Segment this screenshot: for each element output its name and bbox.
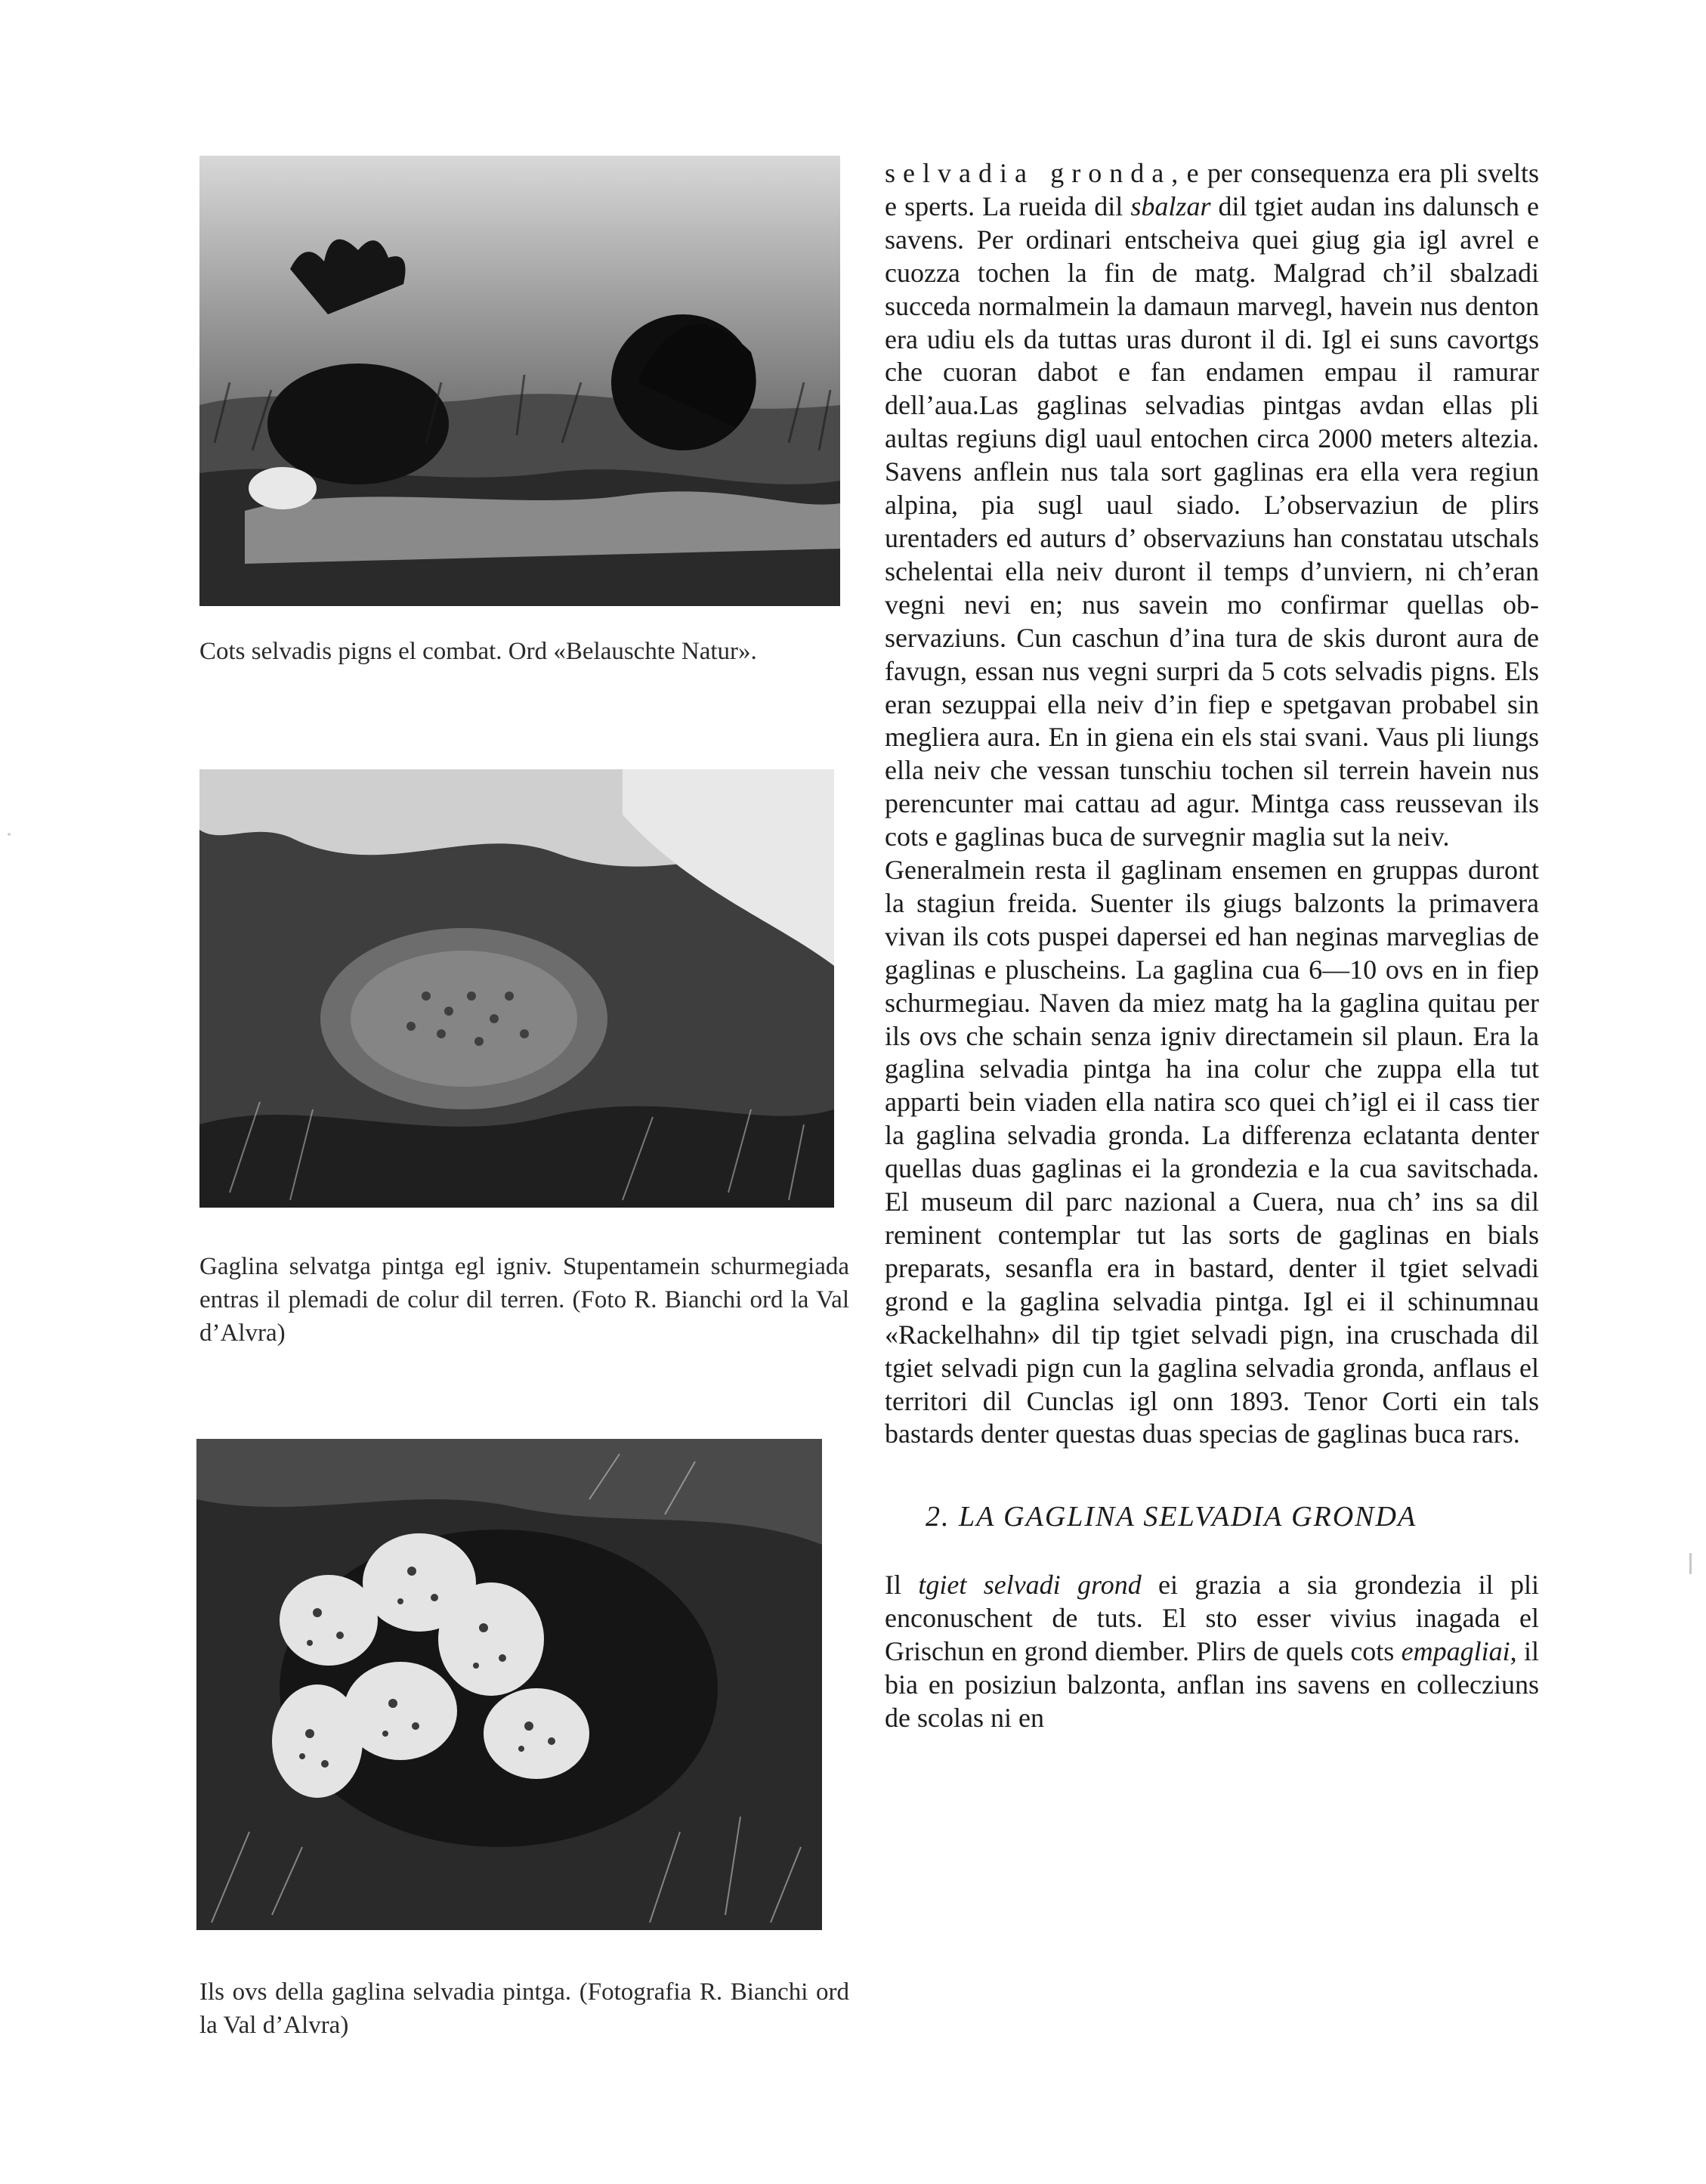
paragraph-1 [885,157,1539,854]
paragraph-3-text-a: Il [885,1570,919,1601]
paragraph-1-text-b: dil tgiet audan ins dalunsch e savens. Per ordinari entscheiva quei giug gia igl avrel e cuozza tochen la fin de matg. Malgrad ch’il sbalzadi succeda normalmein la damaun marvegl, havein nus denton era udiu els da tuttas uras duront il di. Igl ei suns cavortgs che cuoran dabot e fan endamen empau il ramurar dell’aua.Las gaglinas selvadias pintgas avdan ellas pli aultas regiuns digl uaul entochen circa 2000 meters altezia. Savens anflein nus tala sort gaglinas era ella vera regiun alpina, pia sugl uaul siado. L’observaziun de plirs urentaders ed auturs d’ observaziuns han constatau utschals schelentai ella neiv duront il temps d’unviern, ni ch’eran vegni nevi en; nus savein mo confirmar quellas observaziuns. Cun caschun d’ina tura de skis duront aura de favugn, essan nus vegni surpri da 5 cots selvadis pigns. Els eran sezuppai ella neiv d’in fiep e spetgavan probabel sin megliera aura. En in giena ein els stai svani. Vaus pli liungs ella neiv che vessan tunschiu tochen sil terrein havein nus perencunter mai cattau ad agur. Mintga cass reussevan ils cots e gaglinas buca de survegnir maglia sut la neiv. [885,190,1539,852]
section-heading: 2. LA GAGLINA SELVADIA GRONDA [926,1501,1417,1533]
caption-figure-2: Gaglina selvatga pintga egl igniv. Stupentamein schurmegiada entras il plemadi de colur dil terren. (Foto R. Bianchi ord la Val d’Alvra) [199,1253,849,1347]
photo-black-grouse-fight [199,156,840,606]
paragraph-3-text-b: ei grazia a sia grondezia il pli enconuschent de tuts. El sto esser vivius inagada el Grischun en grond diember. Plirs de quels cots [885,1570,1539,1667]
italic-term-empagliai: empagliai [1401,1636,1510,1667]
paragraph-3-text-c: , il bia en posiziun balzonta, anflan ins savens en collecziuns de scolas ni en [885,1636,1539,1733]
scan-dust-dot [8,833,11,836]
caption-figure-3: Ils ovs della gaglina selvadia pintga. (Fotografia R. Bianchi ord la Val d’Alvra) [199,1978,849,2039]
italic-term-sbalzar: sbalzar [1130,190,1211,221]
caption-figure-1: Cots selvadis pigns el combat. Ord «Belauschte Natur». [199,638,757,665]
article-body [885,157,1539,1735]
paragraph-1-text-a: , e per consequenza era pli svelts e sperts. La rueida dil [885,158,1539,221]
paragraph-3 [885,1569,1539,1735]
scan-edge-mark [1689,1553,1692,1574]
italic-term-tgiet: tgiet selvadi grond [918,1570,1142,1601]
photo-eggs [196,1439,822,1930]
photo-hen-in-nest [199,769,834,1208]
paragraph-2: Generalmein resta il gaglinam ensemen en gruppas duront la stagiun freida. Suenter ils giugs balzonts la primavera vivan ils cots puspei dapersei ed han neginas marveglias de gaglinas e pluscheins. La gaglina cua 6—10 ovs en in fiep schurmegiau. Naven da miez matg ha la gaglina quitau per ils ovs che schain senza igniv directamein sil plaun. Era la gaglina selvadia pintga ha ina colur che zuppa ella tut apparti bein viaden ella natira sco quei ch’igl ei il cass tier la gaglina selvadia gronda. La differenza eclatanta denter quellas duas gaglinas ei la grondezia e la cua savitschada. El museum dil parc nazional a Cuera, nua ch’ ins sa dil reminent contemplar tut las sorts de gaglinas en bials preparats, sesanfla era in bastard, denter il tgiet selvadi grond e la gaglina selvadia pintga. Igl ei il schinumnau «Rackelhahn» dil tip tgiet selvadi pign, ina cruschada dil tgiet selvadi pign cun la gaglina selvadia gronda, anflaus el territori dil Cunclas igl onn 1893. Tenor Corti ein tals bastards denter questas duas specias de gaglinas buca rars. [885,855,1539,1449]
spaced-term: selvadia gronda [885,158,1172,188]
